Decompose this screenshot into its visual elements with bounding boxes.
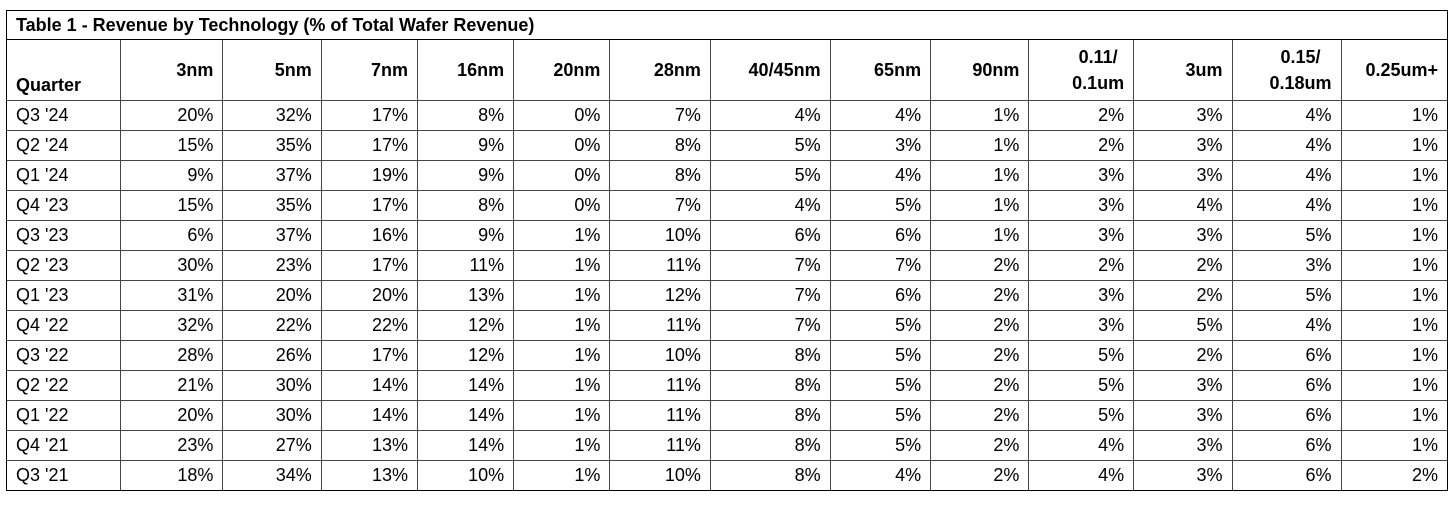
percentage-cell: 10% (610, 221, 710, 251)
column-header: 7nm (321, 40, 417, 101)
percentage-cell: 7% (710, 311, 830, 341)
percentage-cell: 7% (710, 281, 830, 311)
percentage-cell: 15% (120, 131, 223, 161)
column-header: 5nm (223, 40, 321, 101)
table-body (7, 101, 1447, 491)
percentage-cell: 20% (321, 281, 417, 311)
percentage-cell: 7% (610, 191, 710, 221)
percentage-cell: 10% (610, 341, 710, 371)
percentage-cell: 2% (931, 311, 1029, 341)
percentage-cell: 3% (1134, 101, 1232, 131)
percentage-cell: 1% (1341, 131, 1447, 161)
percentage-cell: 6% (1232, 401, 1341, 431)
percentage-cell: 5% (1029, 341, 1134, 371)
percentage-cell: 4% (1232, 311, 1341, 341)
percentage-cell: 3% (1029, 161, 1134, 191)
percentage-cell: 13% (321, 431, 417, 461)
column-header (1232, 40, 1341, 101)
percentage-cell: 6% (830, 281, 930, 311)
percentage-cell: 20% (223, 281, 321, 311)
percentage-cell: 1% (514, 431, 610, 461)
column-header: 3nm (120, 40, 223, 101)
percentage-cell: 2% (931, 281, 1029, 311)
percentage-cell: 2% (931, 401, 1029, 431)
column-header-line: 0.15/ (1280, 47, 1321, 67)
percentage-cell: 13% (417, 281, 513, 311)
quarter-cell: Q4 '23 (7, 191, 120, 221)
quarter-cell: Q1 '24 (7, 161, 120, 191)
percentage-cell: 3% (1134, 401, 1232, 431)
percentage-cell: 1% (931, 101, 1029, 131)
percentage-cell: 8% (710, 371, 830, 401)
percentage-cell: 6% (830, 221, 930, 251)
percentage-cell: 1% (931, 131, 1029, 161)
percentage-cell: 31% (120, 281, 223, 311)
percentage-cell: 14% (417, 431, 513, 461)
percentage-cell: 8% (610, 131, 710, 161)
percentage-cell: 11% (610, 251, 710, 281)
quarter-cell: Q4 '21 (7, 431, 120, 461)
percentage-cell: 5% (830, 431, 930, 461)
percentage-cell: 4% (830, 101, 930, 131)
header-row (7, 40, 1447, 101)
quarter-cell: Q2 '22 (7, 371, 120, 401)
percentage-cell: 9% (120, 161, 223, 191)
percentage-cell: 9% (417, 131, 513, 161)
percentage-cell: 1% (1341, 341, 1447, 371)
percentage-cell: 4% (1029, 431, 1134, 461)
percentage-cell: 4% (1232, 161, 1341, 191)
percentage-cell: 17% (321, 191, 417, 221)
percentage-cell: 32% (223, 101, 321, 131)
percentage-cell: 1% (931, 221, 1029, 251)
percentage-cell: 1% (1341, 101, 1447, 131)
percentage-cell: 35% (223, 191, 321, 221)
percentage-cell: 4% (710, 101, 830, 131)
column-header: 0.25um+ (1341, 40, 1447, 101)
quarter-cell: Q3 '24 (7, 101, 120, 131)
percentage-cell: 18% (120, 461, 223, 491)
percentage-cell: 2% (1134, 341, 1232, 371)
percentage-cell: 2% (931, 251, 1029, 281)
column-header: 90nm (931, 40, 1029, 101)
percentage-cell: 17% (321, 341, 417, 371)
percentage-cell: 5% (1134, 311, 1232, 341)
percentage-cell: 14% (321, 401, 417, 431)
table-row (7, 281, 1447, 311)
percentage-cell: 17% (321, 101, 417, 131)
percentage-cell: 1% (931, 191, 1029, 221)
percentage-cell: 3% (1029, 281, 1134, 311)
quarter-cell: Q1 '23 (7, 281, 120, 311)
table-row (7, 221, 1447, 251)
percentage-cell: 7% (830, 251, 930, 281)
percentage-cell: 5% (830, 341, 930, 371)
percentage-cell: 1% (514, 281, 610, 311)
percentage-cell: 2% (1029, 251, 1134, 281)
percentage-cell: 1% (1341, 371, 1447, 401)
revenue-table (7, 40, 1447, 490)
percentage-cell: 9% (417, 161, 513, 191)
table-row (7, 251, 1447, 281)
percentage-cell: 20% (120, 401, 223, 431)
percentage-cell: 6% (1232, 371, 1341, 401)
percentage-cell: 12% (610, 281, 710, 311)
percentage-cell: 1% (1341, 221, 1447, 251)
percentage-cell: 3% (1029, 311, 1134, 341)
percentage-cell: 4% (1232, 191, 1341, 221)
percentage-cell: 5% (830, 371, 930, 401)
percentage-cell: 23% (120, 431, 223, 461)
percentage-cell: 4% (830, 461, 930, 491)
percentage-cell: 6% (120, 221, 223, 251)
percentage-cell: 2% (1134, 281, 1232, 311)
table-row (7, 371, 1447, 401)
percentage-cell: 2% (1134, 251, 1232, 281)
quarter-cell: Q2 '23 (7, 251, 120, 281)
quarter-cell: Q4 '22 (7, 311, 120, 341)
percentage-cell: 2% (931, 371, 1029, 401)
table-row (7, 401, 1447, 431)
column-header-line: 0.1um (1072, 73, 1125, 93)
percentage-cell: 26% (223, 341, 321, 371)
percentage-cell: 34% (223, 461, 321, 491)
table-row (7, 431, 1447, 461)
percentage-cell: 15% (120, 191, 223, 221)
percentage-cell: 23% (223, 251, 321, 281)
quarter-cell: Q3 '21 (7, 461, 120, 491)
percentage-cell: 8% (710, 461, 830, 491)
percentage-cell: 37% (223, 221, 321, 251)
percentage-cell: 8% (710, 431, 830, 461)
percentage-cell: 3% (1134, 431, 1232, 461)
quarter-cell: Q3 '22 (7, 341, 120, 371)
percentage-cell: 0% (514, 161, 610, 191)
percentage-cell: 3% (1134, 461, 1232, 491)
percentage-cell: 30% (223, 401, 321, 431)
percentage-cell: 7% (610, 101, 710, 131)
percentage-cell: 10% (417, 461, 513, 491)
percentage-cell: 1% (1341, 191, 1447, 221)
percentage-cell: 4% (1134, 191, 1232, 221)
column-header: 28nm (610, 40, 710, 101)
percentage-cell: 1% (1341, 431, 1447, 461)
percentage-cell: 11% (610, 401, 710, 431)
percentage-cell: 19% (321, 161, 417, 191)
percentage-cell: 1% (1341, 161, 1447, 191)
percentage-cell: 30% (223, 371, 321, 401)
percentage-cell: 6% (1232, 341, 1341, 371)
table-row (7, 101, 1447, 131)
quarter-cell: Q2 '24 (7, 131, 120, 161)
percentage-cell: 14% (417, 401, 513, 431)
percentage-cell: 2% (1029, 131, 1134, 161)
percentage-cell: 5% (710, 131, 830, 161)
percentage-cell: 1% (514, 311, 610, 341)
percentage-cell: 3% (1134, 131, 1232, 161)
table-row (7, 311, 1447, 341)
percentage-cell: 5% (710, 161, 830, 191)
percentage-cell: 27% (223, 431, 321, 461)
percentage-cell: 4% (1232, 131, 1341, 161)
column-header-quarter: Quarter (7, 40, 120, 101)
column-header (1029, 40, 1134, 101)
percentage-cell: 35% (223, 131, 321, 161)
percentage-cell: 5% (1029, 401, 1134, 431)
percentage-cell: 6% (1232, 461, 1341, 491)
quarter-cell: Q1 '22 (7, 401, 120, 431)
percentage-cell: 7% (710, 251, 830, 281)
percentage-cell: 13% (321, 461, 417, 491)
percentage-cell: 2% (1029, 101, 1134, 131)
percentage-cell: 14% (417, 371, 513, 401)
percentage-cell: 1% (514, 341, 610, 371)
percentage-cell: 11% (417, 251, 513, 281)
percentage-cell: 3% (1134, 371, 1232, 401)
percentage-cell: 11% (610, 371, 710, 401)
percentage-cell: 8% (610, 161, 710, 191)
percentage-cell: 3% (1134, 161, 1232, 191)
column-header-label (1270, 44, 1332, 96)
percentage-cell: 1% (514, 371, 610, 401)
percentage-cell: 1% (514, 251, 610, 281)
percentage-cell: 2% (931, 431, 1029, 461)
percentage-cell: 28% (120, 341, 223, 371)
percentage-cell: 17% (321, 251, 417, 281)
revenue-table-container (6, 10, 1448, 491)
percentage-cell: 0% (514, 191, 610, 221)
percentage-cell: 1% (1341, 251, 1447, 281)
percentage-cell: 17% (321, 131, 417, 161)
table-row (7, 131, 1447, 161)
percentage-cell: 12% (417, 311, 513, 341)
percentage-cell: 1% (1341, 281, 1447, 311)
quarter-cell: Q3 '23 (7, 221, 120, 251)
percentage-cell: 32% (120, 311, 223, 341)
percentage-cell: 4% (1029, 461, 1134, 491)
percentage-cell: 0% (514, 131, 610, 161)
percentage-cell: 5% (1232, 221, 1341, 251)
percentage-cell: 1% (1341, 401, 1447, 431)
column-header: 16nm (417, 40, 513, 101)
percentage-cell: 5% (1029, 371, 1134, 401)
column-header: 20nm (514, 40, 610, 101)
percentage-cell: 4% (710, 191, 830, 221)
column-header-line: 0.18um (1269, 73, 1332, 93)
percentage-cell: 14% (321, 371, 417, 401)
percentage-cell: 6% (710, 221, 830, 251)
table-title: Table 1 - Revenue by Technology (% of Total Wafer Revenue) (7, 11, 1447, 40)
percentage-cell: 5% (1232, 281, 1341, 311)
percentage-cell: 4% (830, 161, 930, 191)
column-header: 40/45nm (710, 40, 830, 101)
percentage-cell: 11% (610, 431, 710, 461)
percentage-cell: 3% (1232, 251, 1341, 281)
percentage-cell: 11% (610, 311, 710, 341)
percentage-cell: 1% (931, 161, 1029, 191)
percentage-cell: 5% (830, 191, 930, 221)
table-row (7, 191, 1447, 221)
percentage-cell: 2% (931, 461, 1029, 491)
percentage-cell: 8% (417, 191, 513, 221)
percentage-cell: 16% (321, 221, 417, 251)
table-row (7, 341, 1447, 371)
percentage-cell: 20% (120, 101, 223, 131)
column-header-label (1072, 44, 1124, 96)
percentage-cell: 1% (1341, 311, 1447, 341)
percentage-cell: 8% (710, 401, 830, 431)
percentage-cell: 6% (1232, 431, 1341, 461)
percentage-cell: 5% (830, 401, 930, 431)
percentage-cell: 1% (514, 221, 610, 251)
percentage-cell: 2% (1341, 461, 1447, 491)
column-header: 65nm (830, 40, 930, 101)
table-row (7, 161, 1447, 191)
percentage-cell: 3% (1029, 221, 1134, 251)
percentage-cell: 8% (417, 101, 513, 131)
percentage-cell: 0% (514, 101, 610, 131)
percentage-cell: 4% (1232, 101, 1341, 131)
percentage-cell: 22% (223, 311, 321, 341)
column-header-line: 0.11/ (1078, 47, 1118, 67)
percentage-cell: 3% (1029, 191, 1134, 221)
percentage-cell: 1% (514, 401, 610, 431)
percentage-cell: 21% (120, 371, 223, 401)
percentage-cell: 30% (120, 251, 223, 281)
percentage-cell: 2% (931, 341, 1029, 371)
percentage-cell: 1% (514, 461, 610, 491)
percentage-cell: 12% (417, 341, 513, 371)
percentage-cell: 9% (417, 221, 513, 251)
percentage-cell: 37% (223, 161, 321, 191)
percentage-cell: 3% (1134, 221, 1232, 251)
column-header: 3um (1134, 40, 1232, 101)
table-row (7, 461, 1447, 491)
percentage-cell: 22% (321, 311, 417, 341)
percentage-cell: 8% (710, 341, 830, 371)
percentage-cell: 5% (830, 311, 930, 341)
percentage-cell: 3% (830, 131, 930, 161)
percentage-cell: 10% (610, 461, 710, 491)
